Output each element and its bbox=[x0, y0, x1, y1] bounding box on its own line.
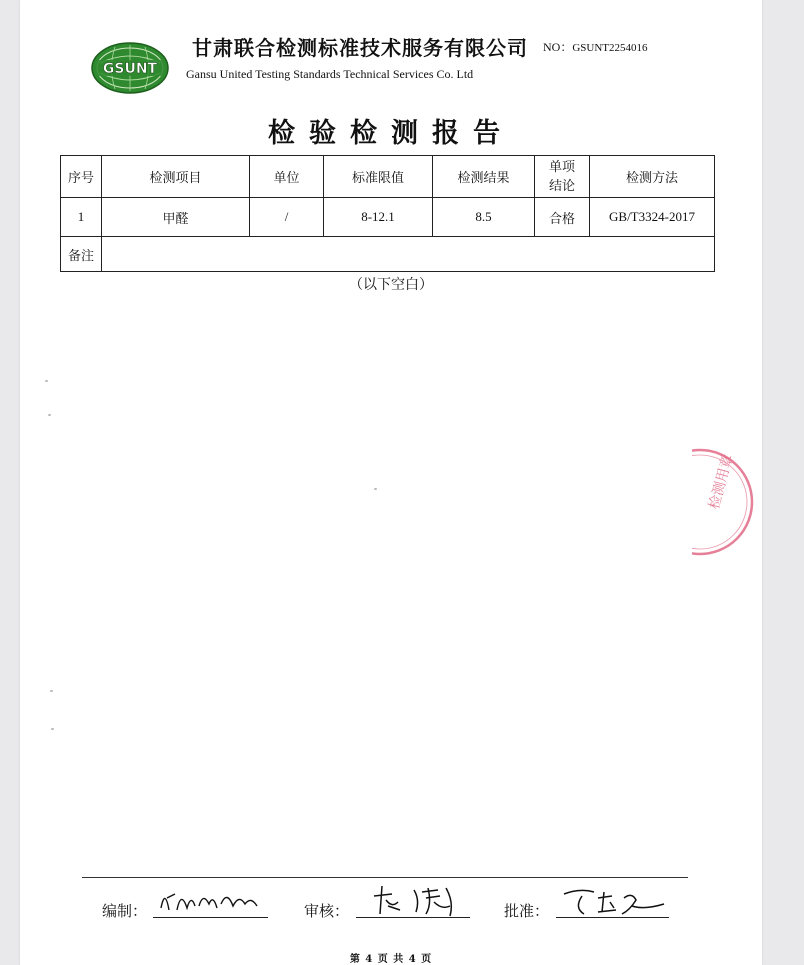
reviewed-by-label: 审核： bbox=[304, 902, 350, 920]
company-name-cn: 甘肃联合检测标准技术服务有限公司 bbox=[192, 36, 528, 60]
scan-speck bbox=[50, 690, 53, 692]
reviewer-signature-line bbox=[356, 917, 470, 918]
report-number-value: GSUNT2254016 bbox=[572, 42, 648, 54]
cell-method: GB/T3324-2017 bbox=[590, 198, 715, 237]
report-page bbox=[20, 0, 762, 965]
note-label: 备注 bbox=[61, 237, 102, 272]
table-row bbox=[61, 198, 715, 237]
report-number bbox=[543, 38, 648, 55]
company-logo bbox=[90, 41, 170, 95]
reviewer-signature bbox=[370, 880, 465, 920]
page-indicator: 第 4 页 共 4 页 bbox=[349, 954, 433, 965]
compiler-signature bbox=[155, 880, 267, 920]
column-header-method: 检测方法 bbox=[590, 156, 715, 198]
company-name-en: Gansu United Testing Standards Technical Services Co. Ltd bbox=[186, 67, 474, 81]
scan-speck bbox=[48, 414, 51, 416]
note-value bbox=[102, 237, 715, 272]
column-header-limit: 标准限值 bbox=[324, 156, 433, 198]
approver-signature bbox=[560, 880, 670, 920]
results-table bbox=[60, 155, 715, 272]
cell-result: 8.5 bbox=[433, 198, 535, 237]
column-header-seq: 序号 bbox=[61, 156, 102, 198]
column-header-conclusion-text: 单项结论 bbox=[548, 159, 575, 194]
compiler-signature-line bbox=[153, 917, 268, 918]
scan-speck bbox=[45, 380, 48, 382]
scan-speck bbox=[51, 728, 54, 730]
cell-unit: / bbox=[250, 198, 324, 237]
approver-signature-line bbox=[556, 917, 669, 918]
blank-below-note: （以下空白） bbox=[349, 277, 433, 293]
column-header-conclusion bbox=[535, 156, 590, 198]
table-note-row bbox=[61, 237, 715, 272]
seal-text: 检测用章 bbox=[706, 452, 737, 512]
column-header-result: 检测结果 bbox=[433, 156, 535, 198]
approved-by-label: 批准： bbox=[504, 902, 550, 920]
report-title: 检验检测报告 bbox=[268, 118, 514, 149]
cell-limit: 8-12.1 bbox=[324, 198, 433, 237]
official-seal-stamp bbox=[692, 432, 762, 572]
signature-divider bbox=[82, 877, 688, 878]
column-header-unit: 单位 bbox=[250, 156, 324, 198]
cell-conclusion: 合格 bbox=[535, 198, 590, 237]
table-header-row bbox=[61, 156, 715, 198]
compiled-by-label: 编制： bbox=[102, 902, 148, 920]
cell-item: 甲醛 bbox=[102, 198, 250, 237]
cell-seq: 1 bbox=[61, 198, 102, 237]
column-header-item: 检测项目 bbox=[102, 156, 250, 198]
logo-text: GSUNT bbox=[102, 61, 158, 77]
report-number-label: NO： bbox=[543, 40, 573, 54]
scan-speck bbox=[374, 488, 377, 490]
